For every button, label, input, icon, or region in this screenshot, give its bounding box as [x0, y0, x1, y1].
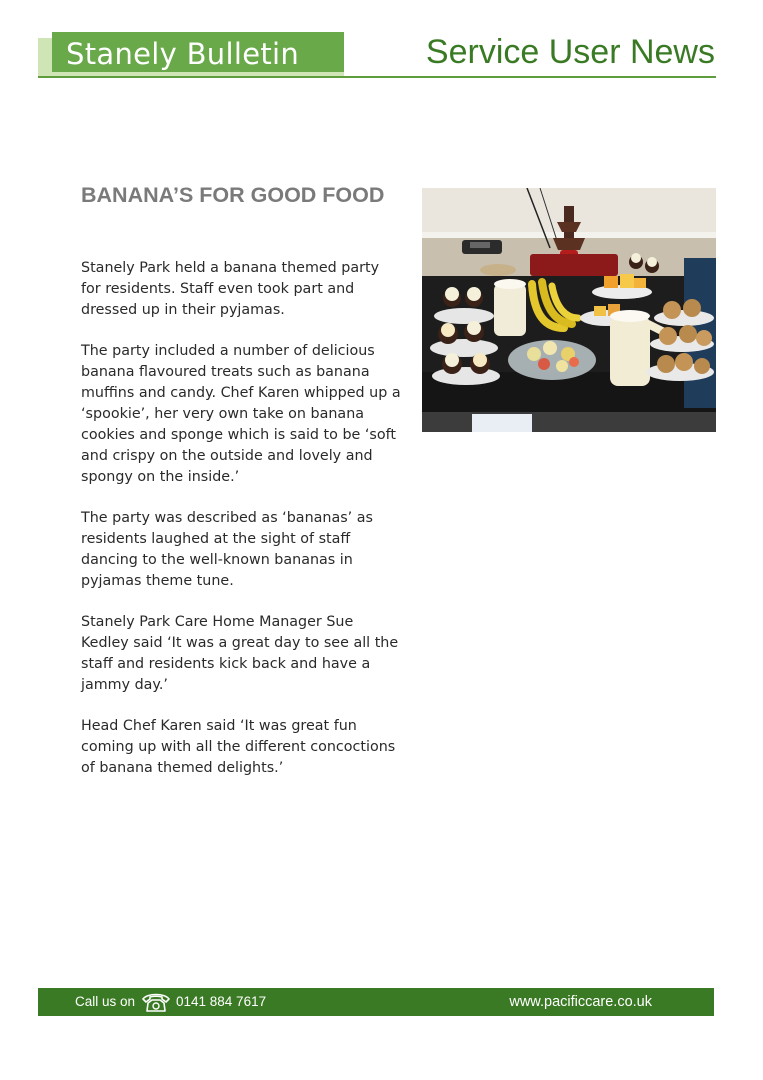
- article-title: BANANA’S FOR GOOD FOOD: [81, 183, 385, 207]
- footer-bar: [38, 988, 714, 1016]
- bulletin-title: Stanely Bulletin: [66, 37, 300, 71]
- telephone-icon: [141, 991, 171, 1013]
- section-title: Service User News: [425, 33, 715, 71]
- call-us-label: Call us on: [75, 994, 136, 1009]
- article-paragraph: The party was described as ‘bananas’ as residents laughed at the sight of staff dancing to the well-known bananas in pyjamas theme tune.: [81, 510, 373, 589]
- article-paragraph: The party included a number of delicious banana flavoured treats such as banana muffins and candy. Chef Karen whipped up a ‘spookie’, her very own take on banana cookies and sponge which is said to be ‘soft and crispy on the outside and lovely and spongy on the inside.’: [81, 343, 401, 485]
- website-link[interactable]: www.pacificcare.co.uk: [509, 994, 652, 1010]
- party-food-photo: [422, 188, 716, 432]
- article-body: [81, 258, 401, 799]
- article-paragraph: Head Chef Karen said ‘It was great fun coming up with all the different concoctions of banana themed delights.’: [81, 718, 396, 776]
- article-paragraph: Stanely Park Care Home Manager Sue Kedley said ‘It was a great day to see all the staff and residents kick back and have a jammy day.’: [81, 614, 399, 693]
- header-divider: [38, 76, 716, 78]
- phone-number-link[interactable]: 0141 884 7617: [176, 994, 267, 1009]
- article-paragraph: Stanely Park held a banana themed party for residents. Staff even took part and dressed up in their pyjamas.: [81, 260, 380, 318]
